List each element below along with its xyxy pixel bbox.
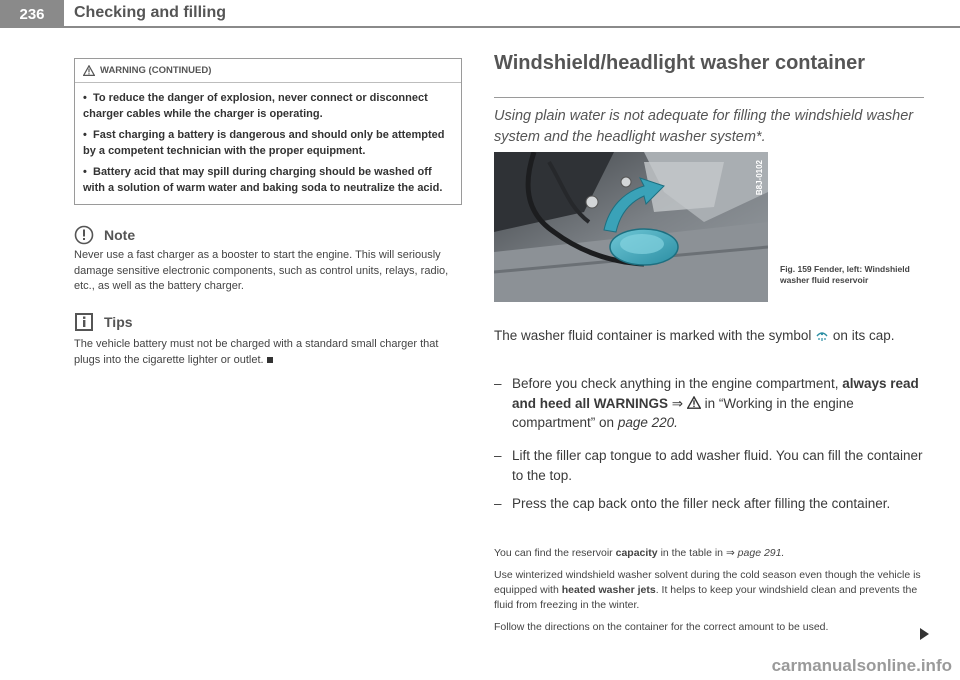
watermark: carmanualsonline.info bbox=[771, 656, 952, 675]
page-number: 236 bbox=[0, 0, 64, 28]
warning-box bbox=[74, 58, 462, 205]
warning-header bbox=[75, 59, 461, 83]
end-mark-icon bbox=[267, 357, 273, 363]
tips-header bbox=[74, 312, 133, 332]
continue-arrow-icon bbox=[920, 628, 929, 640]
step-2: – Lift the filler cap tongue to add washer fluid. You can fill the container to the top. bbox=[494, 448, 923, 483]
section-title: Checking and filling bbox=[74, 4, 227, 21]
figure-caption: Fig. 159 Fender, left: Windshield washer fluid reservoir bbox=[780, 264, 910, 285]
info-icon bbox=[74, 312, 94, 332]
warning-item: • Fast charging a battery is dangerous and should only be attempted by a competent technician with the proper equipment. bbox=[83, 129, 445, 157]
note-header bbox=[74, 225, 135, 245]
washer-fluid-symbol-icon bbox=[815, 328, 829, 342]
figure-code: B8J-0102 bbox=[755, 160, 764, 196]
warning-triangle-icon bbox=[687, 396, 701, 409]
note-label: Note bbox=[104, 227, 136, 243]
figure-washer-reservoir bbox=[494, 152, 768, 302]
note-text: Never use a fast charger as a booster to start the engine. This will seriously damage sensitive electronic components, such as control units, relays, radio, etc., as well as the battery charger. bbox=[74, 249, 449, 292]
follow-paragraph: Follow the directions on the container for the correct amount to be used. bbox=[494, 621, 829, 633]
step-3: – Press the cap back onto the filler neck after filling the container. bbox=[494, 496, 891, 511]
warning-triangle-icon bbox=[83, 65, 95, 76]
symbol-paragraph: The washer fluid container is marked with the symbol on its cap. bbox=[494, 328, 895, 343]
note-exclamation-icon bbox=[74, 225, 94, 245]
heading-rule bbox=[494, 97, 924, 98]
main-heading: Windshield/headlight washer container bbox=[494, 52, 865, 74]
intro-text: Using plain water is not adequate for filling the windshield washer system and the headlight washer system*. bbox=[494, 108, 914, 145]
engine-bay-illustration bbox=[494, 152, 768, 302]
header-rule bbox=[64, 26, 960, 28]
winter-paragraph: Use winterized windshield washer solvent during the cold season even though the vehicle is equipped with heated washer jets. It helps to keep your windshield clean and prevents the fluid from freezing in the winter. bbox=[494, 569, 921, 611]
warning-item: • To reduce the danger of explosion, never connect or disconnect charger cables while the charger is operating. bbox=[83, 92, 428, 120]
warning-item: • Battery acid that may spill during charging should be washed off with a solution of warm water and baking soda to neutralize the acid. bbox=[83, 166, 443, 194]
capacity-paragraph: You can find the reservoir capacity in the table in ⇒ page 291. bbox=[494, 547, 785, 559]
warning-body bbox=[75, 83, 461, 204]
step-1: – Before you check anything in the engine compartment, always read and heed all WARNINGS ⇒ in “Working in the engine compartment” on page 220. bbox=[494, 376, 919, 430]
warning-label: WARNING (CONTINUED) bbox=[100, 65, 212, 76]
tips-text: The vehicle battery must not be charged with a standard small charger that plugs into the cigarette lighter or outlet. bbox=[74, 338, 439, 366]
tips-label: Tips bbox=[104, 314, 133, 330]
